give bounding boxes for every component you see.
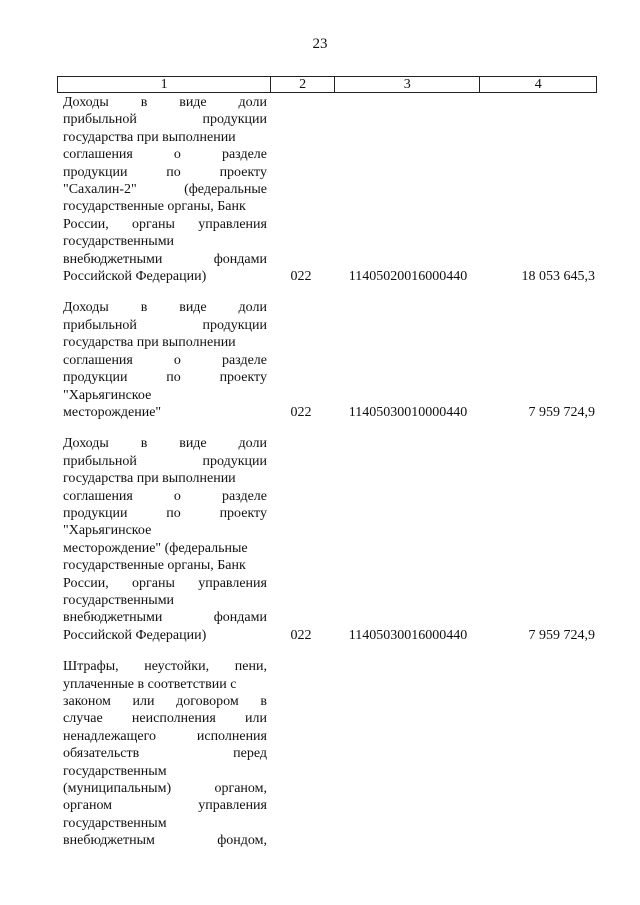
description-line (63, 592, 267, 609)
description-line (63, 780, 267, 797)
description-word: Российской Федерации) (63, 627, 207, 643)
description-word: доли (238, 300, 267, 316)
description-line (63, 233, 267, 250)
row-description (57, 94, 267, 285)
description-word: разделе (221, 488, 267, 504)
description-word: или (132, 694, 155, 709)
description-word: по (166, 164, 181, 180)
description-line (63, 146, 267, 163)
description-word: продукции (63, 370, 128, 386)
description-word: обязательств (63, 746, 140, 762)
amount: 7 959 724,9 (528, 404, 595, 420)
description-line (63, 181, 267, 198)
description-line (63, 470, 267, 487)
description-word: управления (198, 575, 267, 591)
description-word: о (173, 352, 181, 368)
budget-classification-code: 11405030016000440 (348, 627, 468, 643)
description-word: фондами (213, 610, 267, 626)
description-line (63, 745, 267, 762)
description-word: виде (179, 436, 207, 452)
description-word: Штрафы, (63, 659, 119, 675)
description-line (63, 317, 267, 334)
description-line (63, 164, 267, 181)
description-word: управления (198, 798, 267, 814)
table-row (57, 658, 597, 849)
description-word: (федеральные (184, 182, 267, 198)
description-line (63, 216, 267, 233)
row-description (57, 299, 267, 421)
description-word: управления (198, 216, 267, 232)
description-word: разделе (221, 352, 267, 368)
description-word: органом (63, 798, 113, 814)
description-word: прибыльной (63, 317, 137, 333)
description-word: Доходы (63, 436, 109, 452)
description-word: по (166, 505, 181, 521)
description-word: в (140, 95, 148, 110)
description-line (63, 111, 267, 128)
description-word: проекту (219, 164, 267, 180)
description-word: проекту (219, 505, 267, 521)
amount: 18 053 645,3 (521, 269, 595, 285)
description-line (63, 387, 267, 404)
description-line (63, 763, 267, 780)
page-number: 23 (312, 36, 328, 52)
header-col-2: 2 (271, 77, 335, 92)
header-col-4: 4 (534, 77, 542, 92)
description-word: неисполнения (131, 711, 216, 727)
budget-classification-code: 11405030010000440 (348, 404, 468, 420)
description-line (63, 832, 267, 849)
description-line (63, 557, 267, 574)
description-line (63, 522, 267, 539)
description-line (63, 369, 267, 386)
description-word: ненадлежащего (63, 728, 157, 744)
description-line (63, 728, 267, 745)
description-line (63, 198, 267, 215)
header-col-1: 1 (58, 77, 271, 92)
description-word: месторождение" (федеральные (63, 540, 248, 556)
admin-code: 022 (290, 404, 312, 420)
description-word: продукции (63, 164, 128, 180)
description-word: фондом, (217, 833, 267, 849)
description-word: (муниципальным) (63, 781, 172, 797)
description-word: Доходы (63, 300, 109, 316)
description-word: неустойки, (144, 659, 210, 675)
description-word: "Сахалин-2" (63, 182, 137, 198)
description-word: соглашения (63, 488, 133, 504)
description-word: государственными (63, 234, 175, 250)
description-word: виде (179, 95, 207, 110)
description-word: или (245, 711, 267, 727)
admin-code: 022 (290, 269, 312, 285)
description-word: о (173, 147, 181, 163)
table-header (57, 76, 597, 93)
description-word: в (260, 694, 267, 709)
description-line (63, 488, 267, 505)
description-line (63, 815, 267, 832)
description-word: законом (63, 694, 111, 709)
description-word: России, (63, 216, 109, 232)
row-description (57, 435, 267, 644)
description-word: в (140, 300, 148, 316)
description-word: исполнения (196, 728, 267, 744)
description-word: внебюджетными (63, 610, 163, 626)
budget-classification-code: 11405020016000440 (348, 269, 468, 285)
description-word: Российской Федерации) (63, 269, 207, 285)
description-line (63, 404, 267, 421)
description-word: прибыльной (63, 453, 137, 469)
description-word: государства при выполнении (63, 129, 236, 145)
description-line (63, 797, 267, 814)
description-line (63, 505, 267, 522)
description-word: внебюджетными (63, 251, 163, 267)
description-line (63, 129, 267, 146)
admin-code: 022 (290, 627, 312, 643)
description-word: государственными (63, 592, 175, 608)
description-line (63, 453, 267, 470)
description-word: виде (179, 300, 207, 316)
description-line (63, 268, 267, 285)
description-word: о (173, 488, 181, 504)
description-line (63, 299, 267, 316)
table-body (57, 94, 597, 864)
description-word: продукции (202, 453, 267, 469)
description-word: Доходы (63, 95, 109, 110)
description-word: фондами (213, 251, 267, 267)
description-word: продукции (202, 317, 267, 333)
amount: 7 959 724,9 (528, 627, 595, 643)
description-word: России, (63, 575, 109, 591)
description-word: органы (132, 216, 175, 232)
description-word: проекту (219, 370, 267, 386)
description-word: органы (132, 575, 175, 591)
description-word: соглашения (63, 352, 133, 368)
description-line (63, 710, 267, 727)
description-line (63, 693, 267, 710)
description-line (63, 676, 267, 693)
description-word: доли (238, 436, 267, 452)
description-line (63, 352, 267, 369)
description-word: государственные органы, Банк (63, 199, 246, 215)
description-word: прибыльной (63, 112, 137, 128)
description-word: государственным (63, 763, 167, 779)
description-word: месторождение" (63, 404, 162, 420)
description-word: государственным (63, 815, 167, 831)
description-word: по (166, 370, 181, 386)
description-word: государства при выполнении (63, 335, 236, 351)
description-line (63, 627, 267, 644)
description-word: государственные органы, Банк (63, 558, 246, 574)
description-word: уплаченные в соответствии с (63, 676, 237, 692)
description-line (63, 658, 267, 675)
description-word: перед (233, 746, 267, 762)
description-word: соглашения (63, 147, 133, 163)
table-row (57, 435, 597, 644)
description-line (63, 334, 267, 351)
description-word: в (140, 436, 148, 452)
row-description (57, 658, 267, 849)
description-word: продукции (202, 112, 267, 128)
description-word: доли (238, 95, 267, 110)
header-col-3: 3 (335, 77, 480, 92)
table-row (57, 299, 597, 421)
description-word: внебюджетным (63, 833, 155, 849)
description-word: разделе (221, 147, 267, 163)
description-line (63, 435, 267, 452)
description-line (63, 575, 267, 592)
description-word: "Харьягинское (63, 387, 152, 403)
description-word: пени, (234, 659, 267, 675)
description-word: договором (176, 694, 239, 709)
description-line (63, 94, 267, 111)
description-word: органом, (214, 781, 267, 797)
description-word: государства при выполнении (63, 471, 236, 487)
description-line (63, 609, 267, 626)
description-word: продукции (63, 505, 128, 521)
description-line (63, 540, 267, 557)
description-word: "Харьягинское (63, 523, 152, 539)
table-row (57, 94, 597, 285)
description-word: случае (63, 711, 103, 727)
description-line (63, 251, 267, 268)
